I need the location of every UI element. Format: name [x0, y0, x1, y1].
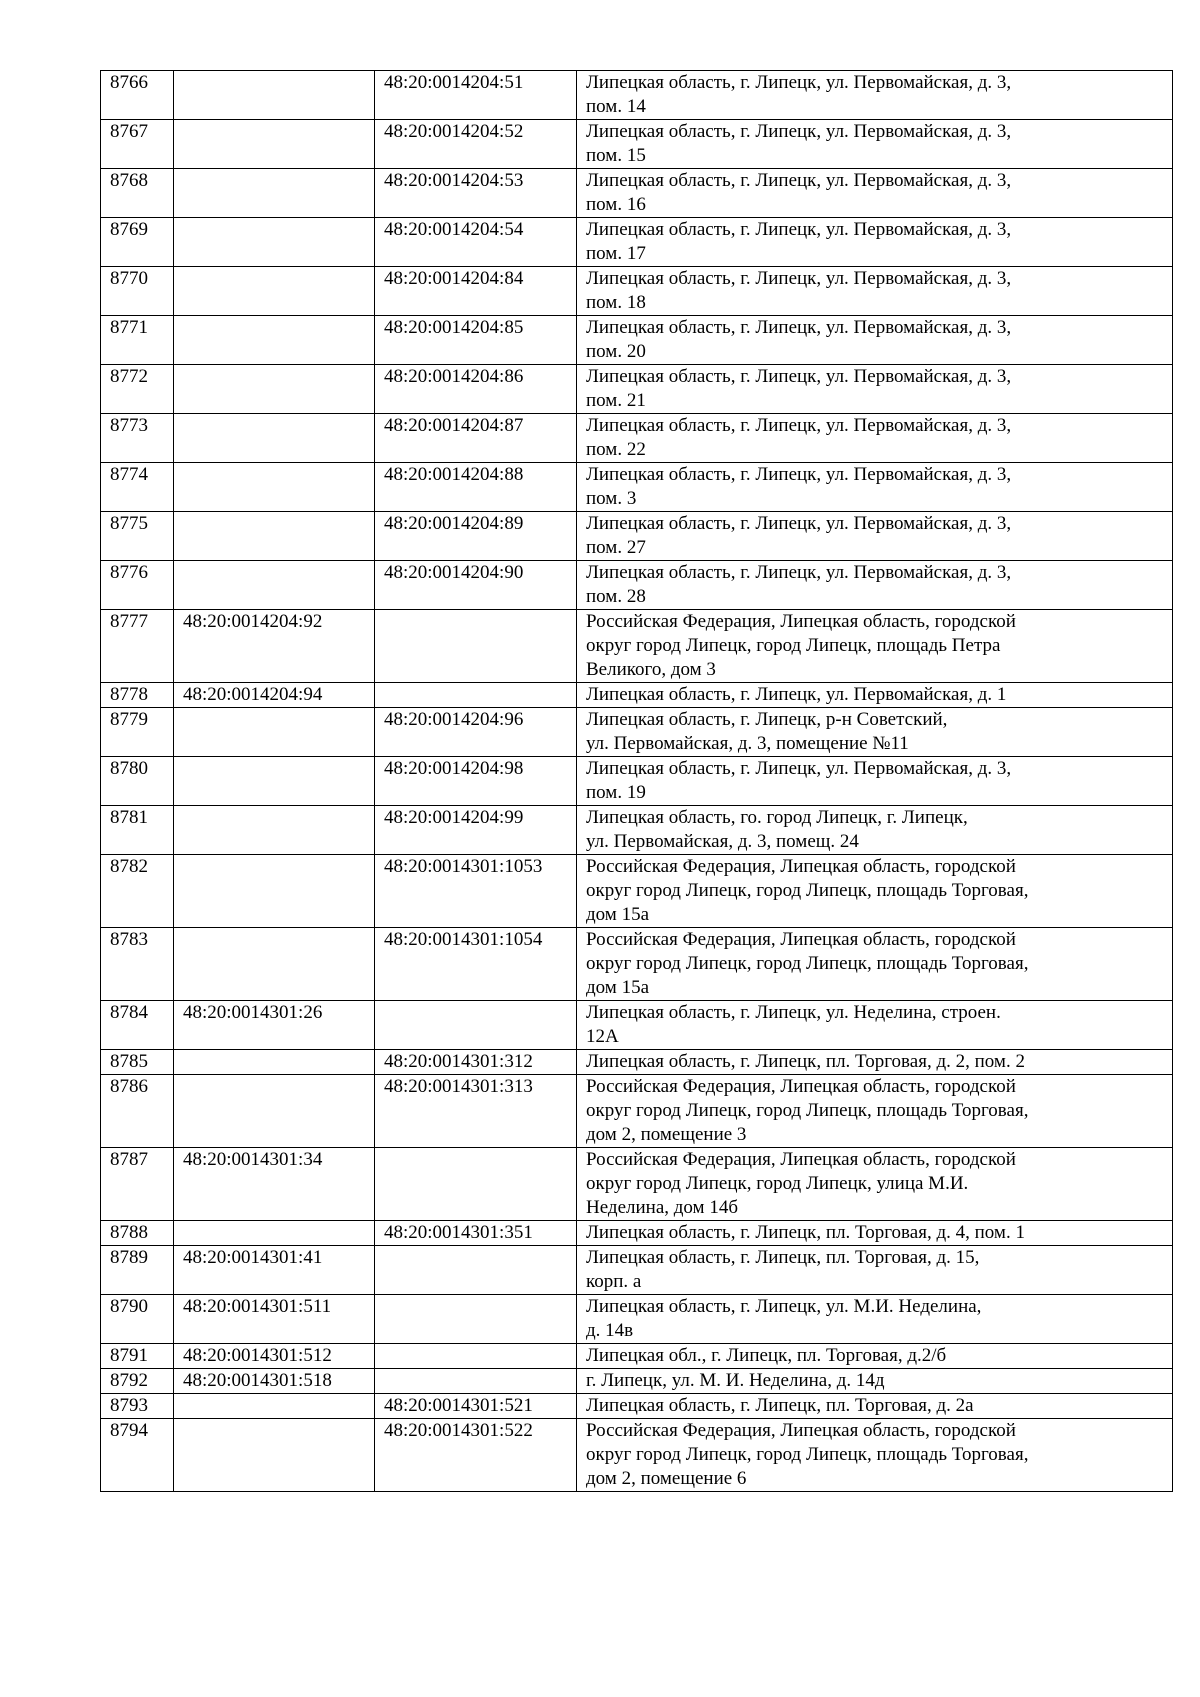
related-cadastral-number-cell: 48:20:0014204:89	[375, 512, 577, 561]
row-number-cell: 8792	[101, 1369, 174, 1394]
cadastral-number-cell: 48:20:0014204:92	[174, 610, 375, 683]
address-cell: Липецкая область, г. Липецк, ул. Первомайская, д. 3, пом. 18	[577, 267, 1173, 316]
related-cadastral-number-cell: 48:20:0014301:312	[375, 1050, 577, 1075]
registry-table-body	[101, 71, 1173, 1492]
cadastral-number-cell: 48:20:0014301:518	[174, 1369, 375, 1394]
cadastral-number-cell	[174, 757, 375, 806]
table-row	[101, 316, 1173, 365]
table-row	[101, 71, 1173, 120]
row-number-cell: 8794	[101, 1419, 174, 1492]
cadastral-number-cell	[174, 218, 375, 267]
table-row	[101, 757, 1173, 806]
related-cadastral-number-cell: 48:20:0014301:522	[375, 1419, 577, 1492]
address-cell: Липецкая область, г. Липецк, ул. Первомайская, д. 3, пом. 15	[577, 120, 1173, 169]
table-row	[101, 610, 1173, 683]
cadastral-number-cell	[174, 806, 375, 855]
table-row	[101, 1246, 1173, 1295]
row-number-cell: 8773	[101, 414, 174, 463]
related-cadastral-number-cell: 48:20:0014204:90	[375, 561, 577, 610]
document-page	[100, 70, 1172, 1492]
related-cadastral-number-cell: 48:20:0014301:1053	[375, 855, 577, 928]
related-cadastral-number-cell	[375, 1295, 577, 1344]
table-row	[101, 928, 1173, 1001]
address-cell: г. Липецк, ул. М. И. Неделина, д. 14д	[577, 1369, 1173, 1394]
address-cell: Липецкая область, г. Липецк, ул. Первомайская, д. 3, пом. 17	[577, 218, 1173, 267]
related-cadastral-number-cell: 48:20:0014204:99	[375, 806, 577, 855]
table-row	[101, 365, 1173, 414]
row-number-cell: 8774	[101, 463, 174, 512]
cadastral-number-cell	[174, 855, 375, 928]
cadastral-number-cell	[174, 267, 375, 316]
related-cadastral-number-cell	[375, 1344, 577, 1369]
related-cadastral-number-cell: 48:20:0014204:88	[375, 463, 577, 512]
cadastral-number-cell	[174, 414, 375, 463]
cadastral-number-cell	[174, 1221, 375, 1246]
table-row	[101, 561, 1173, 610]
table-row	[101, 683, 1173, 708]
cadastral-number-cell: 48:20:0014301:26	[174, 1001, 375, 1050]
cadastral-number-cell: 48:20:0014301:41	[174, 1246, 375, 1295]
address-cell: Российская Федерация, Липецкая область, городской округ город Липецк, город Липецк, площадь Торговая, дом 2, помещение 3	[577, 1075, 1173, 1148]
related-cadastral-number-cell: 48:20:0014204:87	[375, 414, 577, 463]
table-row	[101, 708, 1173, 757]
address-cell: Липецкая область, г. Липецк, р-н Советский, ул. Первомайская, д. 3, помещение №11	[577, 708, 1173, 757]
cadastral-number-cell	[174, 316, 375, 365]
row-number-cell: 8788	[101, 1221, 174, 1246]
row-number-cell: 8782	[101, 855, 174, 928]
row-number-cell: 8779	[101, 708, 174, 757]
address-cell: Российская Федерация, Липецкая область, городской округ город Липецк, город Липецк, улица М.И. Неделина, дом 14б	[577, 1148, 1173, 1221]
row-number-cell: 8791	[101, 1344, 174, 1369]
related-cadastral-number-cell	[375, 610, 577, 683]
table-row	[101, 1148, 1173, 1221]
address-cell: Липецкая область, г. Липецк, ул. Первомайская, д. 3, пом. 22	[577, 414, 1173, 463]
row-number-cell: 8767	[101, 120, 174, 169]
related-cadastral-number-cell	[375, 1246, 577, 1295]
row-number-cell: 8768	[101, 169, 174, 218]
table-row	[101, 1419, 1173, 1492]
related-cadastral-number-cell: 48:20:0014204:98	[375, 757, 577, 806]
table-row	[101, 512, 1173, 561]
row-number-cell: 8793	[101, 1394, 174, 1419]
row-number-cell: 8781	[101, 806, 174, 855]
table-row	[101, 218, 1173, 267]
row-number-cell: 8772	[101, 365, 174, 414]
address-cell: Липецкая обл., г. Липецк, пл. Торговая, д.2/б	[577, 1344, 1173, 1369]
cadastral-number-cell: 48:20:0014301:512	[174, 1344, 375, 1369]
cadastral-number-cell	[174, 561, 375, 610]
table-row	[101, 169, 1173, 218]
row-number-cell: 8789	[101, 1246, 174, 1295]
related-cadastral-number-cell: 48:20:0014204:54	[375, 218, 577, 267]
address-cell: Липецкая область, г. Липецк, пл. Торговая, д. 2а	[577, 1394, 1173, 1419]
related-cadastral-number-cell: 48:20:0014204:53	[375, 169, 577, 218]
cadastral-number-cell	[174, 169, 375, 218]
related-cadastral-number-cell: 48:20:0014204:52	[375, 120, 577, 169]
cadastral-number-cell: 48:20:0014301:34	[174, 1148, 375, 1221]
related-cadastral-number-cell: 48:20:0014301:313	[375, 1075, 577, 1148]
address-cell: Липецкая область, г. Липецк, ул. Первомайская, д. 3, пом. 21	[577, 365, 1173, 414]
address-cell: Российская Федерация, Липецкая область, городской округ город Липецк, город Липецк, площадь Торговая, дом 15а	[577, 855, 1173, 928]
cadastral-number-cell	[174, 71, 375, 120]
cadastral-number-cell	[174, 708, 375, 757]
row-number-cell: 8784	[101, 1001, 174, 1050]
cadastral-number-cell: 48:20:0014204:94	[174, 683, 375, 708]
address-cell: Российская Федерация, Липецкая область, городской округ город Липецк, город Липецк, площадь Торговая, дом 15а	[577, 928, 1173, 1001]
row-number-cell: 8786	[101, 1075, 174, 1148]
table-row	[101, 1001, 1173, 1050]
related-cadastral-number-cell	[375, 1148, 577, 1221]
address-cell: Липецкая область, г. Липецк, ул. Первомайская, д. 1	[577, 683, 1173, 708]
address-cell: Липецкая область, г. Липецк, пл. Торговая, д. 15, корп. а	[577, 1246, 1173, 1295]
address-cell: Липецкая область, г. Липецк, ул. Первомайская, д. 3, пом. 19	[577, 757, 1173, 806]
cadastral-number-cell	[174, 1394, 375, 1419]
address-cell: Российская Федерация, Липецкая область, городской округ город Липецк, город Липецк, площадь Петра Великого, дом 3	[577, 610, 1173, 683]
related-cadastral-number-cell	[375, 1369, 577, 1394]
table-row	[101, 120, 1173, 169]
row-number-cell: 8776	[101, 561, 174, 610]
table-row	[101, 806, 1173, 855]
related-cadastral-number-cell: 48:20:0014301:351	[375, 1221, 577, 1246]
related-cadastral-number-cell: 48:20:0014301:521	[375, 1394, 577, 1419]
table-row	[101, 855, 1173, 928]
table-row	[101, 1050, 1173, 1075]
address-cell: Российская Федерация, Липецкая область, городской округ город Липецк, город Липецк, площадь Торговая, дом 2, помещение 6	[577, 1419, 1173, 1492]
related-cadastral-number-cell	[375, 683, 577, 708]
row-number-cell: 8766	[101, 71, 174, 120]
row-number-cell: 8780	[101, 757, 174, 806]
related-cadastral-number-cell: 48:20:0014204:86	[375, 365, 577, 414]
address-cell: Липецкая область, го. город Липецк, г. Липецк, ул. Первомайская, д. 3, помещ. 24	[577, 806, 1173, 855]
cadastral-number-cell	[174, 512, 375, 561]
row-number-cell: 8778	[101, 683, 174, 708]
cadastral-number-cell	[174, 1075, 375, 1148]
row-number-cell: 8770	[101, 267, 174, 316]
related-cadastral-number-cell: 48:20:0014204:85	[375, 316, 577, 365]
cadastral-number-cell	[174, 120, 375, 169]
row-number-cell: 8790	[101, 1295, 174, 1344]
table-row	[101, 463, 1173, 512]
cadastral-number-cell	[174, 365, 375, 414]
address-cell: Липецкая область, г. Липецк, ул. Первомайская, д. 3, пом. 27	[577, 512, 1173, 561]
row-number-cell: 8769	[101, 218, 174, 267]
table-row	[101, 414, 1173, 463]
row-number-cell: 8787	[101, 1148, 174, 1221]
address-cell: Липецкая область, г. Липецк, ул. М.И. Неделина, д. 14в	[577, 1295, 1173, 1344]
related-cadastral-number-cell	[375, 1001, 577, 1050]
related-cadastral-number-cell: 48:20:0014204:84	[375, 267, 577, 316]
table-row	[101, 1394, 1173, 1419]
table-row	[101, 1369, 1173, 1394]
address-cell: Липецкая область, г. Липецк, ул. Первомайская, д. 3, пом. 3	[577, 463, 1173, 512]
cadastral-number-cell	[174, 1419, 375, 1492]
table-row	[101, 1221, 1173, 1246]
address-cell: Липецкая область, г. Липецк, пл. Торговая, д. 4, пом. 1	[577, 1221, 1173, 1246]
related-cadastral-number-cell: 48:20:0014204:96	[375, 708, 577, 757]
table-row	[101, 1344, 1173, 1369]
cadastral-number-cell	[174, 1050, 375, 1075]
registry-table	[100, 70, 1173, 1492]
row-number-cell: 8777	[101, 610, 174, 683]
row-number-cell: 8775	[101, 512, 174, 561]
cadastral-number-cell	[174, 928, 375, 1001]
table-row	[101, 1075, 1173, 1148]
related-cadastral-number-cell: 48:20:0014204:51	[375, 71, 577, 120]
row-number-cell: 8785	[101, 1050, 174, 1075]
address-cell: Липецкая область, г. Липецк, ул. Первомайская, д. 3, пом. 16	[577, 169, 1173, 218]
related-cadastral-number-cell: 48:20:0014301:1054	[375, 928, 577, 1001]
table-row	[101, 1295, 1173, 1344]
address-cell: Липецкая область, г. Липецк, ул. Первомайская, д. 3, пом. 20	[577, 316, 1173, 365]
cadastral-number-cell: 48:20:0014301:511	[174, 1295, 375, 1344]
row-number-cell: 8771	[101, 316, 174, 365]
address-cell: Липецкая область, г. Липецк, ул. Первомайская, д. 3, пом. 14	[577, 71, 1173, 120]
address-cell: Липецкая область, г. Липецк, ул. Первомайская, д. 3, пом. 28	[577, 561, 1173, 610]
cadastral-number-cell	[174, 463, 375, 512]
address-cell: Липецкая область, г. Липецк, пл. Торговая, д. 2, пом. 2	[577, 1050, 1173, 1075]
row-number-cell: 8783	[101, 928, 174, 1001]
address-cell: Липецкая область, г. Липецк, ул. Неделина, строен. 12А	[577, 1001, 1173, 1050]
table-row	[101, 267, 1173, 316]
